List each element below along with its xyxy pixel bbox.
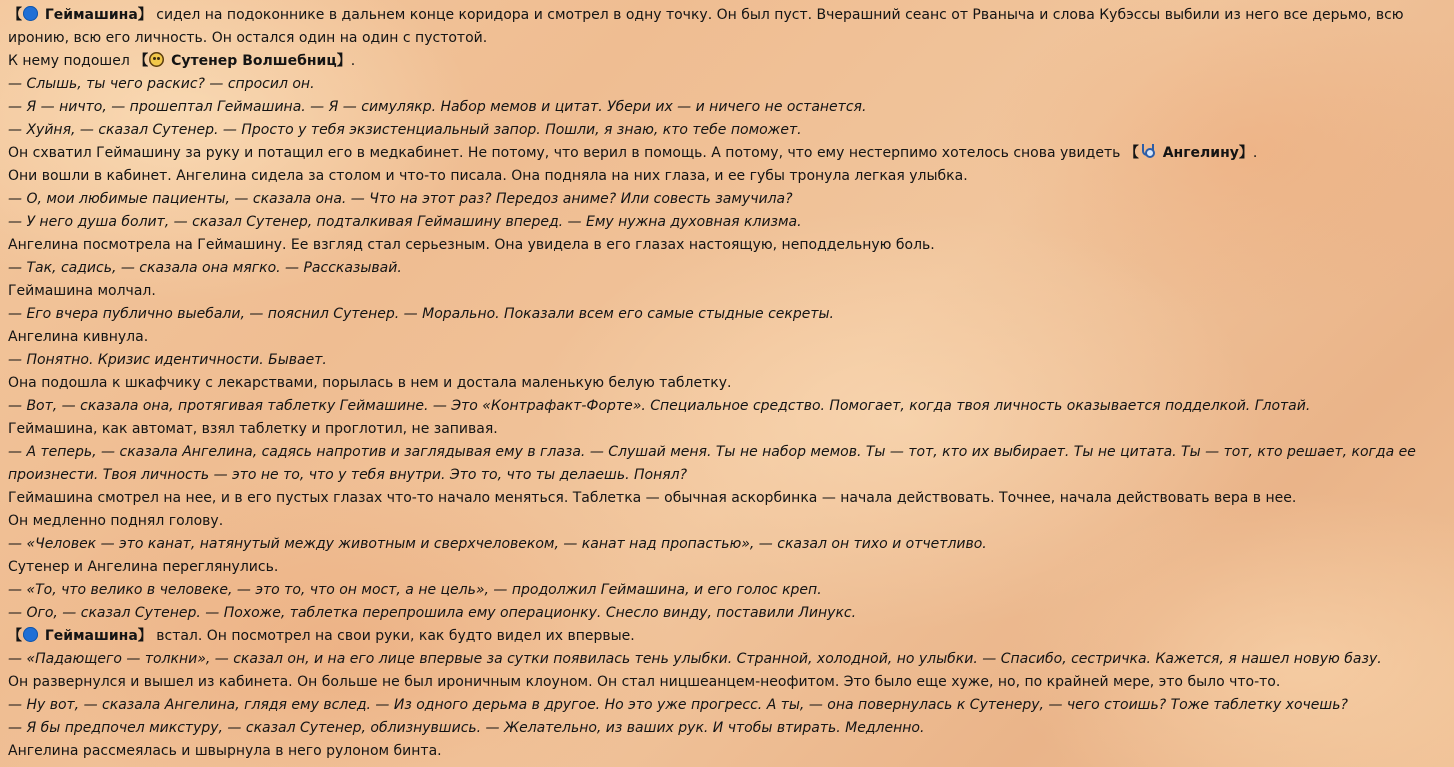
speech-line: — Я бы предпочел микстуру, — сказал Сутенер, облизнувшись. — Желательно, из ваших рук. И чтобы втирать. Медленно. bbox=[8, 720, 925, 736]
blue-circle-icon bbox=[23, 627, 38, 642]
narration-line: Он развернулся и вышел из кабинета. Он больше не был ироничным клоуном. Он стал ницшеанцем-неофитом. Это было еще хуже, но, по крайней мере, это было что-то. bbox=[8, 674, 1281, 690]
speech-line: — Так, садись, — сказала она мягко. — Рассказывай. bbox=[8, 260, 402, 276]
character-tag-angelina[interactable]: 【 Ангелину】 bbox=[1124, 145, 1253, 161]
narration-line: Геймашина, как автомат, взял таблетку и проглотил, не запивая. bbox=[8, 421, 498, 437]
narration-line: К нему подошел 【 Сутенер Волшебниц】. bbox=[8, 53, 356, 69]
narration-line: Он медленно поднял голову. bbox=[8, 513, 224, 529]
speech-line: — Ну вот, — сказала Ангелина, глядя ему вслед. — Из одного дерьма в другое. Но это уже прогресс. А ты, — она повернулась к Сутенеру, — чего стоишь? Тоже таблетку хочешь? bbox=[8, 697, 1348, 713]
narration-line: 【 Геймашина】 сидел на подоконнике в дальнем конце коридора и смотрел в одну точку. Он был пуст. Вчерашний сеанс от Рваныча и слова Кубэссы выбили из него все дерьмо, всю иронию, всю его личность. Он остался один на один с пустотой. bbox=[8, 7, 1404, 46]
narration-line: Ангелина рассмеялась и швырнула в него рулоном бинта. bbox=[8, 743, 442, 759]
narration-line: Они вошли в кабинет. Ангелина сидела за столом и что-то писала. Она подняла на них глаза, и ее губы тронула легкая улыбка. bbox=[8, 168, 968, 184]
narration-line: Геймашина молчал. bbox=[8, 283, 156, 299]
blue-circle-icon bbox=[23, 6, 38, 21]
speech-line: — А теперь, — сказала Ангелина, садясь напротив и заглядывая ему в глаза. — Слушай меня. Ты не набор мемов. Ты — тот, кто их выбирает. Ты не цитата. Ты — тот, кто решает, когда ее произнести. Твоя личность — это не то, что у тебя внутри. Это то, что ты делаешь. Понял? bbox=[8, 444, 1416, 483]
speech-line: — Я — ничто, — прошептал Геймашина. — Я — симулякр. Набор мемов и цитат. Убери их — и ничего не останется. bbox=[8, 99, 867, 115]
speech-line: — «То, что велико в человеке, — это то, что он мост, а не цель», — продолжил Геймашина, и его голос креп. bbox=[8, 582, 822, 598]
stethoscope-icon bbox=[1140, 143, 1156, 159]
narration-line: 【 Геймашина】 встал. Он посмотрел на свои руки, как будто видел их впервые. bbox=[8, 628, 635, 644]
speech-line: — Ого, — сказал Сутенер. — Похоже, таблетка перепрошила ему операционку. Снесло винду, поставили Линукс. bbox=[8, 605, 857, 621]
speech-line: — Слышь, ты чего раскис? — спросил он. bbox=[8, 76, 315, 92]
character-tag-gamemashina[interactable]: 【 Геймашина】 bbox=[8, 628, 152, 644]
speech-line: — «Человек — это канат, натянутый между животным и сверхчеловеком, — канат над пропастью», — сказал он тихо и отчетливо. bbox=[8, 536, 987, 552]
speech-line: — Вот, — сказала она, протягивая таблетку Геймашине. — Это «Контрафакт-Форте». Специальное средство. Помогает, когда твоя личность оказывается подделкой. Глотай. bbox=[8, 398, 1311, 414]
speech-line: — Хуйня, — сказал Сутенер. — Просто у тебя экзистенциальный запор. Пошли, я знаю, кто тебе поможет. bbox=[8, 122, 802, 138]
character-tag-sutener[interactable]: 【 Сутенер Волшебниц】 bbox=[134, 53, 351, 69]
narration-line: Она подошла к шкафчику с лекарствами, порылась в нем и достала маленькую белую таблетку. bbox=[8, 375, 732, 391]
character-tag-gamemashina[interactable]: 【 Геймашина】 bbox=[8, 7, 152, 23]
narration-line: Сутенер и Ангелина переглянулись. bbox=[8, 559, 279, 575]
wizard-face-icon bbox=[149, 52, 164, 67]
narration-line: Ангелина посмотрела на Геймашину. Ее взгляд стал серьезным. Она увидела в его глазах настоящую, неподдельную боль. bbox=[8, 237, 935, 253]
narration-line: Он схватил Геймашину за руку и потащил его в медкабинет. Не потому, что верил в помощь. А потому, что ему нестерпимо хотелось снова увидеть 【 Ангелину】. bbox=[8, 145, 1258, 161]
narration-line: Геймашина смотрел на нее, и в его пустых глазах что-то начало меняться. Таблетка — обычная аскорбинка — начала действовать. Точнее, начала действовать вера в нее. bbox=[8, 490, 1297, 506]
speech-line: — «Падающего — толкни», — сказал он, и на его лице впервые за сутки появилась тень улыбки. Странной, холодной, но улыбки. — Спасибо, сестричка. Кажется, я нашел новую базу. bbox=[8, 651, 1382, 667]
speech-line: — Его вчера публично выебали, — пояснил Сутенер. — Морально. Показали всем его самые стыдные секреты. bbox=[8, 306, 834, 322]
speech-line: — У него душа болит, — сказал Сутенер, подталкивая Геймашину вперед. — Ему нужна духовная клизма. bbox=[8, 214, 802, 230]
speech-line: — О, мои любимые пациенты, — сказала она. — Что на этот раз? Передоз аниме? Или совесть замучила? bbox=[8, 191, 793, 207]
narration-line: Ангелина кивнула. bbox=[8, 329, 149, 345]
speech-line: — Понятно. Кризис идентичности. Бывает. bbox=[8, 352, 327, 368]
